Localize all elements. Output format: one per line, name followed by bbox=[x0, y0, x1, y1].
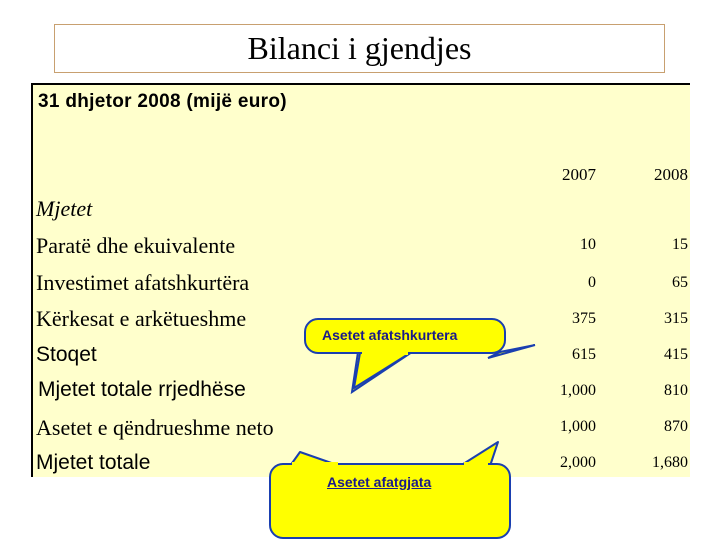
value-2007-total-assets: 2,000 bbox=[560, 454, 596, 471]
slide-title: Bilanci i gjendjes bbox=[54, 24, 665, 73]
value-2007-short-term-investments: 0 bbox=[588, 274, 596, 291]
value-2007-inventory: 615 bbox=[572, 346, 596, 363]
column-header-2008: 2008 bbox=[654, 165, 688, 184]
callout-tail-short-term-cover bbox=[300, 300, 540, 440]
row-label-total-assets: Mjetet totale bbox=[36, 451, 151, 474]
value-2007-total-current-assets: 1,000 bbox=[560, 382, 596, 399]
row-label-receivables: Kërkesat e arkëtueshme bbox=[36, 306, 247, 331]
value-2008-short-term-investments: 65 bbox=[672, 274, 688, 291]
column-header-2007: 2007 bbox=[562, 165, 596, 184]
value-2008-receivables: 315 bbox=[664, 310, 688, 327]
row-label-net-fixed-assets: Asetet e qëndrueshme neto bbox=[36, 415, 274, 440]
value-2007-cash: 10 bbox=[580, 236, 596, 253]
row-label-short-term-investments: Investimet afatshkurtëra bbox=[36, 270, 250, 295]
value-2008-total-current-assets: 810 bbox=[664, 382, 688, 399]
value-2008-inventory: 415 bbox=[664, 346, 688, 363]
section-heading-assets: Mjetet bbox=[36, 196, 93, 221]
value-2007-net-fixed-assets: 1,000 bbox=[560, 418, 596, 435]
callout-long-term-text: Asetet afatgjata bbox=[327, 474, 432, 490]
value-2008-cash: 15 bbox=[672, 236, 688, 253]
row-label-total-current-assets: Mjetet totale rrjedhëse bbox=[38, 378, 246, 401]
callout-short-term-text: Asetet afatshkurtera bbox=[322, 327, 458, 343]
value-2007-receivables: 375 bbox=[572, 310, 596, 327]
balance-sheet-date: 31 dhjetor 2008 (mijë euro) bbox=[38, 91, 287, 112]
value-2008-total-assets: 1,680 bbox=[652, 454, 688, 471]
value-2008-net-fixed-assets: 870 bbox=[664, 418, 688, 435]
row-label-inventory: Stoqet bbox=[36, 343, 97, 366]
row-label-cash: Paratë dhe ekuivalente bbox=[36, 233, 236, 258]
